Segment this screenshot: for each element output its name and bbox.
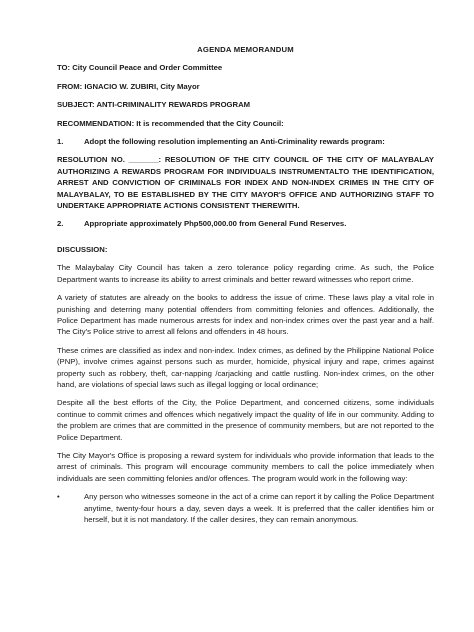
item-text: Adopt the following resolution implementing an Anti-Criminality rewards program:	[84, 137, 385, 147]
discussion-paragraph: The Malaybalay City Council has taken a zero tolerance policy regarding crime. As such, the Police Department wants to increase its ability to arrest criminals and better reward witnesses who report crime.	[57, 263, 434, 284]
discussion-paragraph: These crimes are classified as index and non-index. Index crimes, as defined by the Philippine National Police (PNP), involve crimes against persons such as murder, homicide, physical injury and rape, crimes against property such as robbery, theft, car-napping /carjacking and cattle rustling. Non-index crimes, on the other hand, are violations of special laws such as illegal logging or local ordinance;	[57, 345, 434, 389]
discussion-paragraph: The City Mayor's Office is proposing a reward system for individuals who provide information that leads to the arrest of criminals. This program will encourage community members to call the police immediately when individuals are seen committing felonies and/or offences. The program would work in the following way:	[57, 450, 434, 483]
item-number: 1.	[57, 137, 64, 147]
memo-from: FROM: IGNACIO W. ZUBIRI, City Mayor	[57, 81, 200, 91]
item-text: Appropriate approximately Php500,000.00 from General Fund Reserves.	[84, 219, 347, 229]
discussion-paragraph: Despite all the best efforts of the City, the Police Department, and concerned citizens, some individuals continue to commit crimes and offences which negatively impact the quality of life in our community. Adding to the problem are crimes that are committed in the presence of community members, but are not reported to the Police Department.	[57, 398, 434, 442]
memo-to: TO: City Council Peace and Order Committee	[57, 63, 223, 73]
bullet-mark: •	[57, 492, 60, 502]
discussion-heading: DISCUSSION:	[57, 244, 108, 254]
recommendation-item-2	[57, 218, 434, 229]
bullet-text: Any person who witnesses someone in the act of a crime can report it by calling the Police Department anytime, twenty-four hours a day, seven days a week. It is preferred that the caller identifies him or herself, but it is not mandatory. If the caller desires, they can remain anonymous.	[84, 492, 434, 524]
discussion-paragraph: A variety of statutes are already on the books to address the issue of crime. These laws play a vital role in punishing and deterring many potential offenders from committing felonies and offences. Additionally, the Police Department has made numerous arrests for index and non-index crimes over the past year and a half. The City's Police strive to arrest all felons and offenders in 48 hours.	[57, 293, 434, 337]
recommendation-item-1	[57, 136, 434, 147]
memo-title: AGENDA MEMORANDUM	[197, 45, 294, 54]
memo-subject: SUBJECT: ANTI-CRIMINALITY REWARDS PROGRAM	[57, 100, 251, 110]
item-number: 2.	[57, 219, 64, 229]
memo-recommendation: RECOMMENDATION: It is recommended that the City Council:	[57, 118, 284, 128]
bullet-item	[57, 491, 434, 525]
resolution-text: RESOLUTION NO. _______: RESOLUTION OF THE CITY COUNCIL OF THE CITY OF MALAYBALAY AUTHORIZING A REWARDS PROGRAM FOR INDIVIDUALS INSTRUMENTALTO THE IDENTIFICATION, ARREST AND CONVICTION OF CRIMINALS FOR INDEX AND NON-INDEX CRIMES IN THE CITY OF MALAYBALAY, TO BE ESTABLISHED BY THE CITY MAYOR'S OFFICE AND AUTHORIZING STAFF TO UNDERTAKE APPROPRIATE ACTIONS CONSISTENT THEREWITH.	[57, 155, 434, 211]
